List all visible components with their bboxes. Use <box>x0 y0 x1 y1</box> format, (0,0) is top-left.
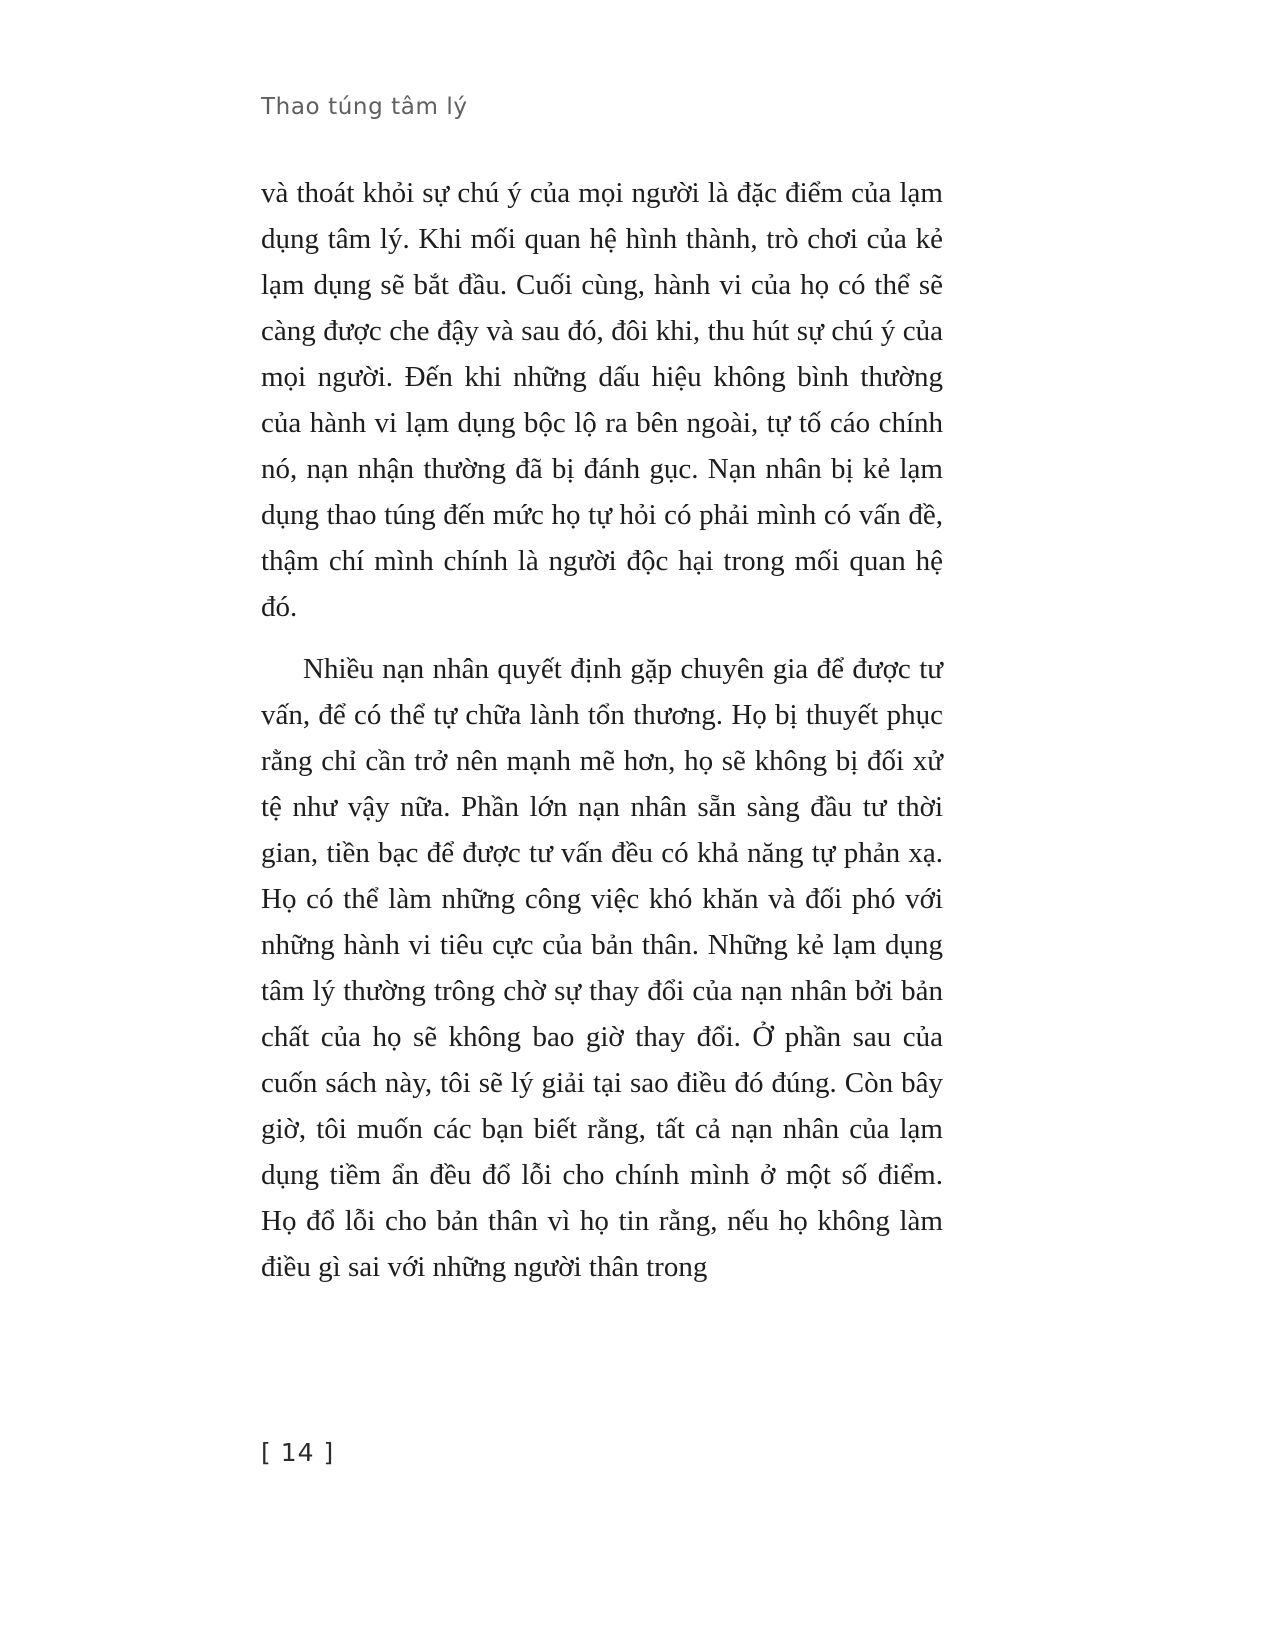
paragraph: và thoát khỏi sự chú ý của mọi người là đặc điểm của lạm dụng tâm lý. Khi mối quan hệ hình thành, trò chơi của kẻ lạm dụng sẽ bắt đầu. Cuối cùng, hành vi của họ có thể sẽ càng được che đậy và sau đó, đôi khi, thu hút sự chú ý của mọi người. Đến khi những dấu hiệu không bình thường của hành vi lạm dụng bộc lộ ra bên ngoài, tự tố cáo chính nó, nạn nhận thường đã bị đánh gục. Nạn nhân bị kẻ lạm dụng thao túng đến mức họ tự hỏi có phải mình có vấn đề, thậm chí mình chính là người độc hại trong mối quan hệ đó. <box>261 177 943 623</box>
body-text <box>261 170 943 1290</box>
page-number: [ 14 ] <box>261 1438 335 1467</box>
running-header: Thao túng tâm lý <box>261 94 468 120</box>
paragraph: Nhiều nạn nhân quyết định gặp chuyên gia để được tư vấn, để có thể tự chữa lành tổn thương. Họ bị thuyết phục rằng chỉ cần trở nên mạnh mẽ hơn, họ sẽ không bị đối xử tệ như vậy nữa. Phần lớn nạn nhân sẵn sàng đầu tư thời gian, tiền bạc để được tư vấn đều có khả năng tự phản xạ. Họ có thể làm những công việc khó khăn và đối phó với những hành vi tiêu cực của bản thân. Những kẻ lạm dụng tâm lý thường trông chờ sự thay đổi của nạn nhân bởi bản chất của họ sẽ không bao giờ thay đổi. Ở phần sau của cuốn sách này, tôi sẽ lý giải tại sao điều đó đúng. Còn bây giờ, tôi muốn các bạn biết rằng, tất cả nạn nhân của lạm dụng tiềm ẩn đều đổ lỗi cho chính mình ở một số điểm. Họ đổ lỗi cho bản thân vì họ tin rằng, nếu họ không làm điều gì sai với những người thân trong <box>261 653 943 1283</box>
